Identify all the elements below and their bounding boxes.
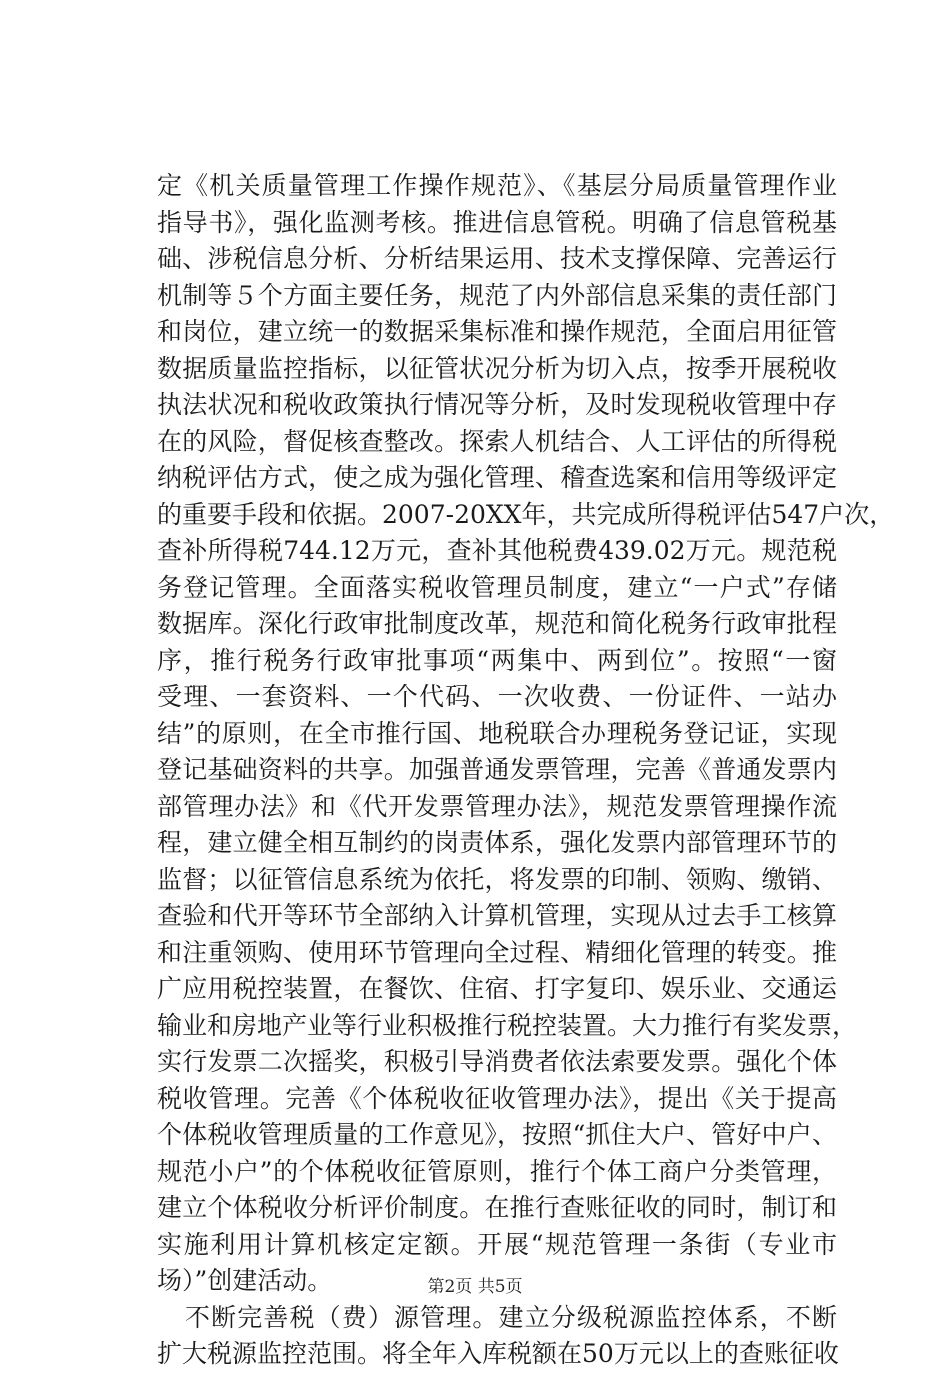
text-line: 程，建立健全相互制约的岗责体系，强化发票内部管理环节的 (157, 828, 837, 857)
text-line: 建立个体税收分析评价制度。在推行查账征收的同时，制订和 (157, 1193, 837, 1222)
text-line: 序，推行税务行政审批事项“两集中、两到位”。按照“一窗 (157, 645, 837, 675)
text-line: 查验和代开等环节全部纳入计算机管理，实现从过去手工核算 (157, 901, 837, 930)
text-line: 扩大税源监控范围。将全年入库税额在50万元以上的查账征收 (157, 1339, 839, 1368)
text-line: 和岗位，建立统一的数据采集标准和操作规范，全面启用征管 (157, 317, 837, 346)
page-number-footer: 第2页 共5页 (427, 1277, 523, 1297)
text-line: 数据库。深化行政审批制度改革，规范和简化税务行政审批程 (157, 609, 837, 638)
text-line: 结”的原则，在全市推行国、地税联合办理税务登记证，实现 (157, 718, 837, 748)
text-line: 和注重领购、使用环节管理向全过程、精细化管理的转变。推 (157, 937, 837, 967)
text-line: 实施利用计算机核定定额。开展“规范管理一条街（专业市 (157, 1229, 837, 1259)
text-line: 在的风险，督促核查整改。探索人机结合、人工评估的所得税 (157, 426, 837, 456)
text-line: 务登记管理。全面落实税收管理员制度，建立“一户式”存储 (157, 572, 837, 602)
text-line: 登记基础资料的共享。加强普通发票管理，完善《普通发票内 (157, 755, 837, 784)
text-line: 数据质量监控指标，以征管状况分析为切入点，按季开展税收 (157, 353, 837, 383)
text-line: 规范小户”的个体税收征管原则，推行个体工商户分类管理， (157, 1156, 837, 1186)
text-line: 输业和房地产业等行业积极推行税控装置。大力推行有奖发票， (157, 1010, 858, 1040)
text-line: 机制等５个方面主要任务，规范了内外部信息采集的责任部门 (157, 280, 837, 310)
text-line: 查补所得税744.12万元，查补其他税费439.02万元。规范税 (157, 536, 837, 565)
text-line: 纳税评估方式，使之成为强化管理、稽查选案和信用等级评定 (157, 463, 837, 492)
text-line: 指导书》，强化监测考核。推进信息管税。明确了信息管税基 (157, 207, 837, 237)
text-line: 监督；以征管信息系统为依托，将发票的印制、领购、缴销、 (157, 864, 837, 894)
text-line: 实行发票二次摇奖，积极引导消费者依法索要发票。强化个体 (157, 1047, 837, 1076)
text-line: 部管理办法》和《代开发票管理办法》，规范发票管理操作流 (157, 791, 837, 821)
text-line: 执法状况和税收政策执行情况等分析，及时发现税收管理中存 (157, 390, 837, 419)
text-line: 税收管理。完善《个体税收征收管理办法》，提出《关于提高 (157, 1083, 837, 1113)
text-line: 定《机关质量管理工作操作规范》、《基层分局质量管理作业 (157, 171, 837, 200)
text-line: 础、涉税信息分析、分析结果运用、技术支撑保障、完善运行 (157, 244, 837, 273)
text-line: 广应用税控装置，在餐饮、住宿、打字复印、娱乐业、交通运 (157, 974, 837, 1003)
text-line: 个体税收管理质量的工作意见》，按照“抓住大户、管好中户、 (157, 1120, 837, 1149)
text-line: 的重要手段和依据。2007-20XX年，共完成所得税评估547户次， (157, 499, 895, 529)
paragraph-start-line: 不断完善税（费）源管理。建立分级税源监控体系，不断 (185, 1302, 837, 1332)
text-line: 场）”创建活动。 (157, 1266, 333, 1295)
document-body (157, 168, 895, 1373)
text-line: 受理、一套资料、一个代码、一次收费、一份证件、一站办 (157, 682, 837, 711)
